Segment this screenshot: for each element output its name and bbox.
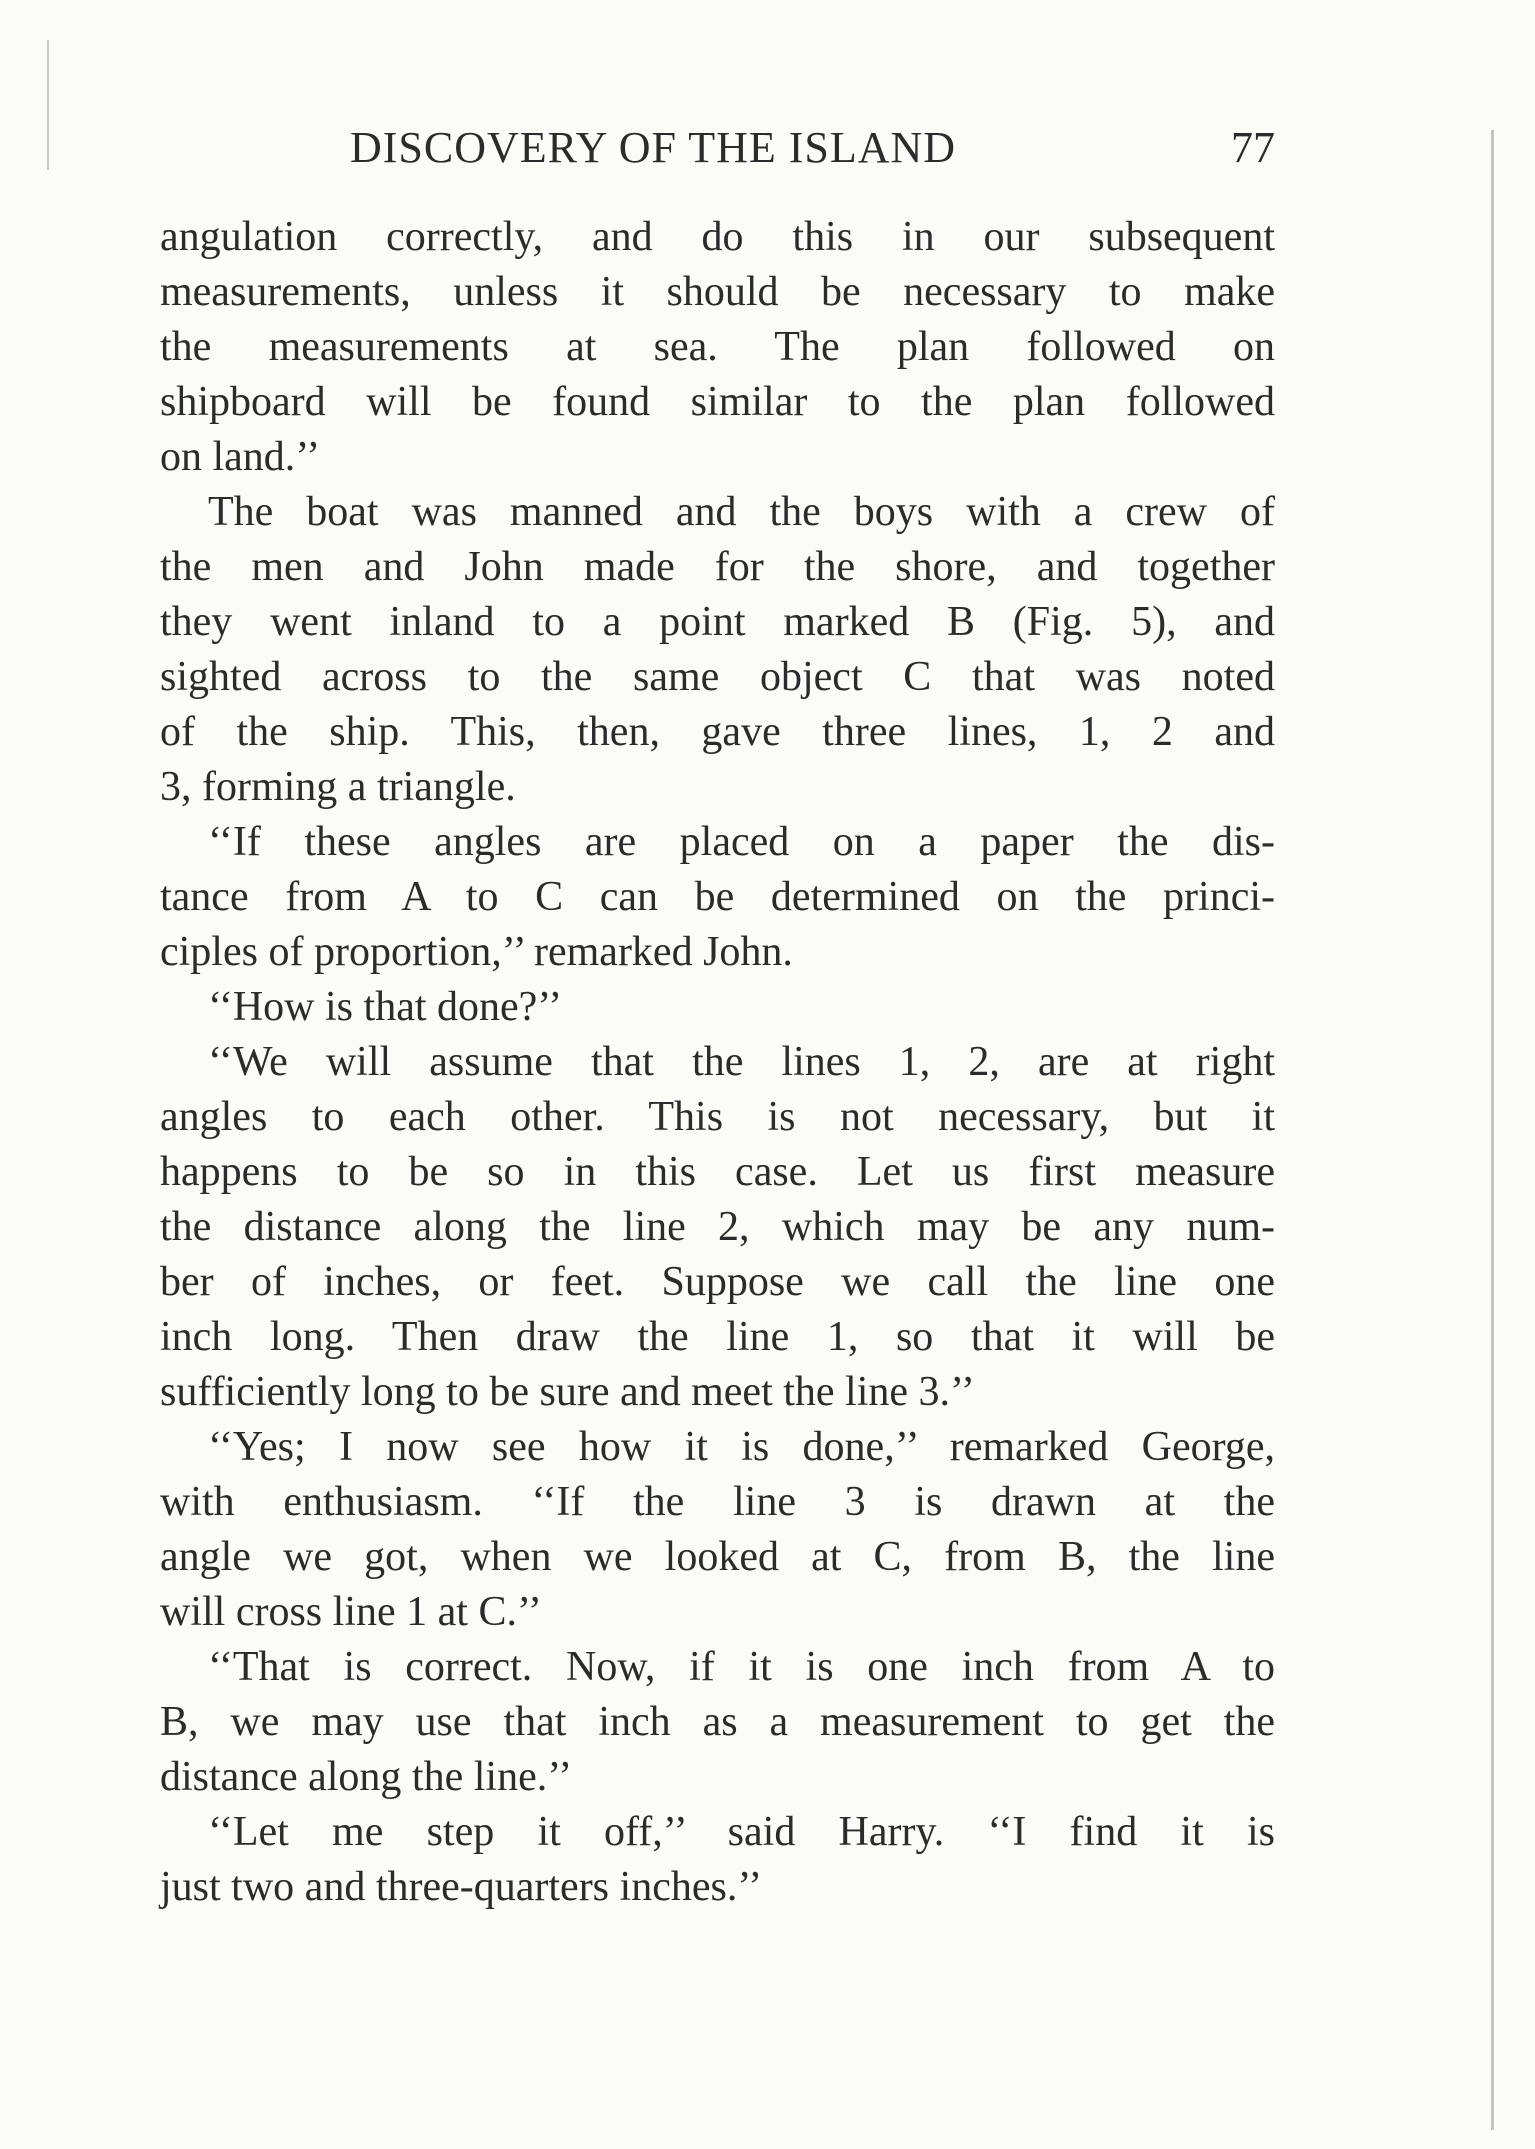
text-line: angle we got, when we looked at C, from B, the line (160, 1534, 1275, 1580)
text-line: the distance along the line 2, which may be any num- (160, 1204, 1275, 1250)
text-line: tance from A to C can be determined on the princi- (160, 874, 1275, 920)
text-line: sighted across to the same object C that was noted (160, 654, 1275, 700)
text-line: ber of inches, or feet. Suppose we call the line one (160, 1259, 1275, 1305)
running-title: DISCOVERY OF THE ISLAND (350, 123, 957, 172)
body-text (160, 210, 1275, 1915)
page-number: 77 (1231, 123, 1275, 172)
text-line: with enthusiasm. ‘‘If the line 3 is drawn at the (160, 1479, 1275, 1525)
text-line: ‘‘Let me step it off,’’ said Harry. ‘‘I find it is (208, 1809, 1275, 1855)
text-line: ‘‘How is that done?’’ (208, 984, 563, 1030)
text-line: distance along the line.’’ (160, 1754, 573, 1800)
text-line: on land.’’ (160, 434, 321, 480)
text-line: ‘‘If these angles are placed on a paper the dis- (208, 819, 1275, 865)
text-line: the measurements at sea. The plan followed on (160, 324, 1275, 370)
text-line: will cross line 1 at C.’’ (160, 1589, 542, 1635)
scan-edge-right (1491, 130, 1494, 2130)
scan-edge-left (47, 40, 49, 170)
text-line: The boat was manned and the boys with a crew of (208, 489, 1275, 535)
text-line: inch long. Then draw the line 1, so that it will be (160, 1314, 1275, 1360)
text-line: ‘‘That is correct. Now, if it is one inch from A to (208, 1644, 1275, 1690)
text-line: they went inland to a point marked B (Fig. 5), and (160, 599, 1275, 645)
text-line: ciples of proportion,’’ remarked John. (160, 929, 793, 975)
text-line: of the ship. This, then, gave three lines, 1, 2 and (160, 709, 1275, 755)
text-line: angulation correctly, and do this in our subsequent (160, 214, 1275, 260)
text-line: 3, forming a triangle. (160, 764, 516, 810)
text-line: angles to each other. This is not necessary, but it (160, 1094, 1275, 1140)
text-line: just two and three-quarters inches.’’ (160, 1864, 763, 1910)
text-line: measurements, unless it should be necessary to make (160, 269, 1275, 315)
text-line: happens to be so in this case. Let us first measure (160, 1149, 1275, 1195)
text-line: B, we may use that inch as a measurement to get the (160, 1699, 1275, 1745)
page-header (160, 118, 1275, 178)
text-line: sufficiently long to be sure and meet the line 3.’’ (160, 1369, 975, 1415)
text-line: shipboard will be found similar to the plan followed (160, 379, 1275, 425)
text-line: the men and John made for the shore, and together (160, 544, 1275, 590)
text-line: ‘‘We will assume that the lines 1, 2, are at right (208, 1039, 1275, 1085)
text-line: ‘‘Yes; I now see how it is done,’’ remarked George, (208, 1424, 1275, 1470)
